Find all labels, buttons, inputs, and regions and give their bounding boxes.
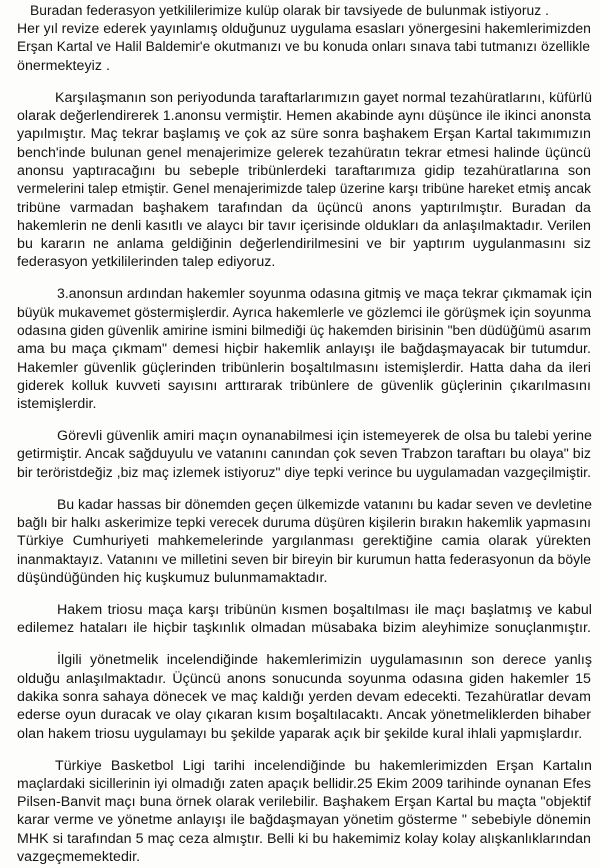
text-line: federasyon yetkililerinden talep ediyoruz. [17, 254, 276, 270]
text-line: hakemlerin ne denli kasıtlı ve alaycı bir tavır içerisinde oldukları da anlaşılmaktadır. Verilen [17, 218, 591, 234]
text-line: düşündüğünden hiç kuşkumuz bulunmamaktadır. [17, 570, 328, 586]
text-line: önermekteyiz . [17, 58, 110, 74]
text-line: maçlardaki sicillerinin iyi olmadığı zaten apaçık bellidir.25 Ekim 2009 tarihinde oynanan Efes [17, 776, 591, 792]
text-line: odasına giden güvenlik amirine ismini bilmediği üç hakemden birisinin "ben düdüğümü asarım [17, 323, 591, 339]
text-line: vazgeçmemektedir. [17, 849, 141, 865]
text-line: bu kararın ne anlama geldiğinin değerlendirilmesini ve bir yaptırım uygulanmasını siz [17, 236, 591, 252]
text-line: giderek kolluk kuvveti sayısını arttırarak tribünlere de güvenlik güçlerinin çıkarılmasını [17, 378, 591, 394]
text-line: olarak değerlendirerek 1.anonsu vermiştir. Hemen akabinde aynı düşünce ile ikinci anonsta [17, 108, 591, 124]
text-line: MHK si tarafından 5 maç ceza almıştır. Belli ki bu hakemimiz kolay kolay alışkanlıklarından [17, 831, 591, 847]
text-line: 3.anonsun ardından hakemler soyunma odasına gitmiş ve maça tekrar çıkmamak için [57, 286, 592, 302]
text-line: Türkiye Basketbol Ligi tarihi incelendiğinde bu hakemlerimizden Erşan Kartalın [55, 758, 592, 774]
text-line: ama bu maça çıkmam" demesi hiçbir hakemlik anlayışı ile bağdaşmayacak bir tutumdur. [17, 341, 591, 357]
text-line: getirmiştir. Ancak sağduyulu ve vatanını canından çok seven Trabzon taraftarı bu olaya" biz [17, 446, 591, 462]
text-line: dakika sonra sahaya dönecek ve maç kaldığı yerden devam edecekti. Tezahüratlar devam [17, 689, 591, 705]
text-line: Buradan federasyon yetkililerimize kulüp olarak bir tavsiyede de bulunmak istiyoruz . [30, 3, 549, 19]
text-line: istemişlerdir. [17, 396, 97, 412]
text-line: anonsu yaptıracağını bu sebeple tribünlerdeki taraftarımıza gidip tezahüratlarına son [17, 163, 591, 179]
text-line: bağlı bir halkı askerimize tepki verecek duruma düşüren kişilerin bırakın hakemlik yapmasını [17, 515, 591, 531]
text-line: edilemez hataları ile hiçbir taşkınlık olmadan müsabaka bizim aleyhimize sonuçlanmıştır. [17, 620, 591, 636]
text-line: vermelerini talep etmiştir. Genel menajerimizde talep üzerine karşı tribüne hareket etmiş ancak [17, 181, 591, 197]
text-line: Hakem triosu maça karşı tribünün kısmen boşaltılması ile maçı başlatmış ve kabul [57, 602, 592, 618]
text-line: Her yıl revize ederek yayınlamış olduğunuz uygulama esasları yönergesini hakemlerimizden [17, 21, 591, 37]
text-line: bench'inde bulunan genel menajerimize gelerek tezahüratın tekrar etmesi halinde üçüncü [17, 145, 591, 161]
text-line: karar verme ve yönetme anlayışı ile bağdaşmayan yönetim gösterme " sebebiyle dönemin [17, 812, 591, 828]
text-line: yapılmıştır. Maç tekrar başlamış ve çok az süre sonra başhakem Erşan Kartal takımımızın [17, 126, 591, 142]
text-line: Bu kadar hassas bir dönemden geçen ülkemizde vatanını bu kadar seven ve devletine [57, 497, 592, 513]
text-line: ederse oyun duracak ve olay çıkaran kısım boşaltılacaktı. Ancak yönetmeliklerden bihaber [17, 707, 591, 723]
text-line: büyük mukavemet göstermişlerdir. Ayrıca hakemlerle ve gözlemci ile görüşmek için soyunma [17, 305, 591, 321]
text-line: Hakemler güvenlik güçlerinden tribünlerin boşaltılmasını istemişlerdir. Hatta daha da ileri [17, 360, 591, 376]
text-line: Türkiye Cumhuriyeti mahkemelerinde yargılanması gerektiğine camia olarak yürekten [17, 533, 591, 549]
text-line: olduğu anlaşılmaktadır. Üçüncü anons sonucunda soyunma odasına giden hakemler 15 [17, 671, 591, 687]
text-line: bir teröristdeğiz ,biz maç izlemek istiyoruz" diye tepki verince bu uygulamadan vazgeçilmiştir. [17, 465, 591, 481]
text-line: Karşılaşmanın son periyodunda taraftarlarımızın gayet normal tezahüratlarını, küfürlü [55, 90, 592, 106]
text-line: Görevli güvenlik amiri maçın oynanabilmesi için istemeyerek de olsa bu talebi yerine [57, 428, 592, 444]
text-line: Erşan Kartal ve Halil Baldemir'e okutmanızı ve bu konuda onları sınava tabi tutmanızı özellikle [17, 39, 590, 55]
text-line: inanmaktayız. Vatanını ve milletini seven bir bireyin bir kurumun hatta federasyonun da böyle [17, 552, 591, 568]
text-line: tribüne varmadan başhakem tarafından da üçüncü anons yaptırılmıştır. Buradan da [17, 200, 591, 216]
text-line: olan hakem triosu uygulamayı bu şekilde yaparak açık bir şekilde kural ihlali yapmışlardır. [17, 726, 583, 742]
text-line: Pilsen-Banvit maçı buna örnek olarak verilebilir. Başhakem Erşan Kartal bu maçta "objektif [17, 794, 591, 810]
text-line: İlgili yönetmelik incelendiğinde hakemlerimizin uygulamasının son derece yanlış [57, 652, 592, 668]
